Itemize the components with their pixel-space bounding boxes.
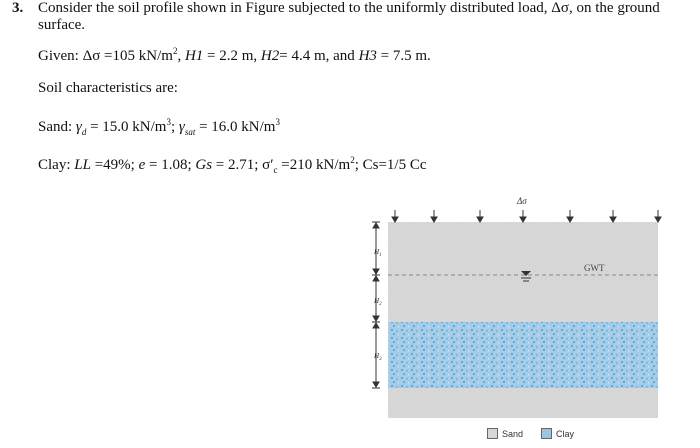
soil-profile-diagram <box>360 192 690 446</box>
figure-legend <box>487 428 574 439</box>
gwt-label: GWT <box>584 263 605 273</box>
load-arrows <box>392 210 661 222</box>
clay-layer <box>388 322 658 388</box>
question-text-cont: surface. <box>38 17 86 33</box>
h3-label: $H_3$ <box>374 352 382 362</box>
sand-properties: Sand: $\gamma_d = 15.0$ $kN/m^3$; $\gamma_{sat} = 16.0$ $kN/m^3$ <box>38 117 280 137</box>
given-line: Given: Δσ =105 $kN/m^2$, H1 = 2.2 m, H2= 4.4 m, and H3 = 7.5 m. <box>38 46 431 64</box>
question-number: 3. <box>12 0 24 16</box>
clay-swatch <box>541 428 552 439</box>
load-label: Δσ <box>517 196 527 206</box>
legend-clay-label: Clay <box>556 428 575 439</box>
legend-sand-label: Sand <box>502 428 524 439</box>
h2-label: $H_2$ <box>374 297 382 307</box>
clay-properties: Clay: LL =49%; e = 1.08; Gs = 2.71; $\sigma'_c =210$ $kN/m^2$; Cs=1/5 Cc <box>38 155 427 175</box>
soil-profile-figure <box>360 192 690 446</box>
h1-label: $H_1$ <box>374 248 382 258</box>
sand-layer-lower <box>388 388 658 418</box>
question-text: Consider the soil profile shown in Figure subjected to the uniformly distributed load, Δσ, on the ground <box>38 0 660 16</box>
soil-characteristics-heading: Soil characteristics are: <box>38 80 178 96</box>
sand-swatch <box>487 428 498 439</box>
